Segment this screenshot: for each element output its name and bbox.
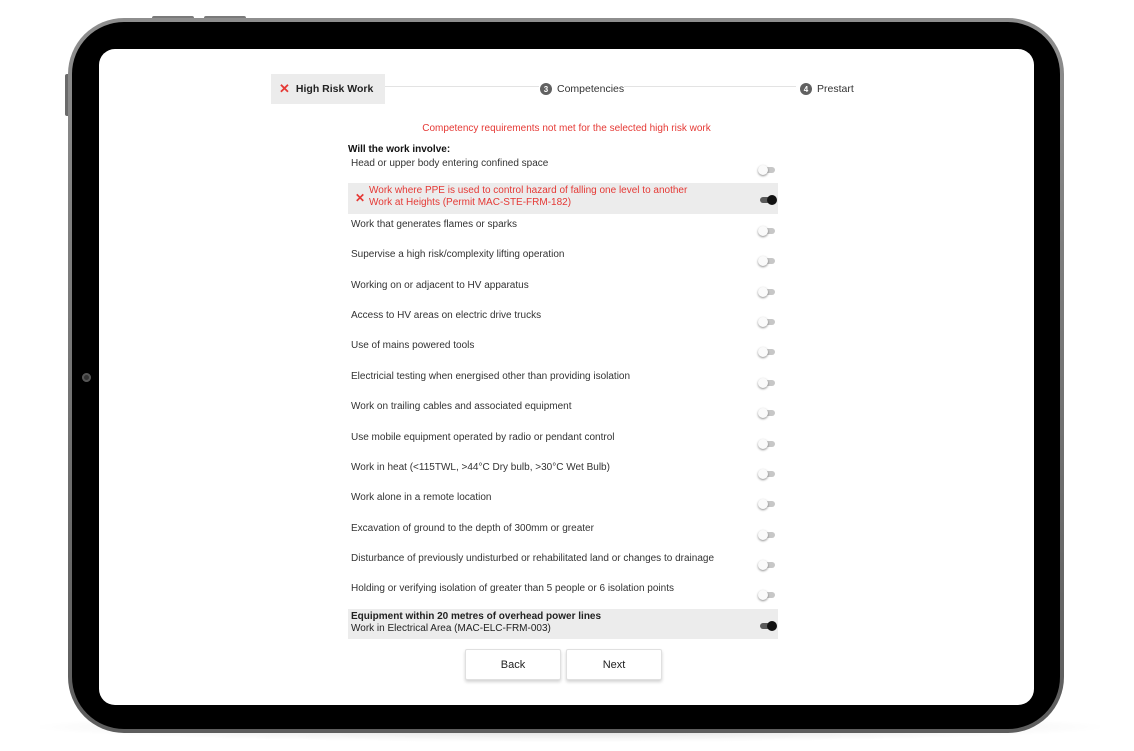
toggle-knob <box>758 287 768 297</box>
list-item <box>348 244 778 274</box>
stepper <box>99 49 1034 109</box>
toggle-switch[interactable] <box>758 318 775 326</box>
list-item-title: Work alone in a remote location <box>351 492 492 504</box>
toggle-knob <box>758 378 768 388</box>
list-item-label <box>351 219 517 230</box>
toggle-knob <box>758 165 768 175</box>
stepper-connector <box>371 86 539 87</box>
toggle-switch[interactable] <box>758 348 775 356</box>
list-item-subtitle: Work at Heights (Permit MAC-STE-FRM-182) <box>369 197 572 209</box>
list-item <box>348 305 778 335</box>
list-item-title: Equipment within 20 metres of overhead power lines <box>351 610 602 622</box>
list-item-label <box>351 492 491 503</box>
toggle-switch[interactable] <box>758 166 775 174</box>
toggle-knob <box>758 317 768 327</box>
list-item-title: Work in heat (<115TWL, >44°C Dry bulb, >30°C Wet Bulb) <box>351 461 610 473</box>
list-item <box>348 427 778 457</box>
list-item-title: Head or upper body entering confined space <box>351 158 549 169</box>
list-item-label <box>351 401 572 412</box>
toggle-switch[interactable] <box>758 470 775 478</box>
stepper-connector <box>624 86 796 87</box>
list-item-title: Use of mains powered tools <box>351 340 475 352</box>
step-number: 3 <box>540 83 552 95</box>
list-item-label <box>351 158 548 169</box>
list-item <box>348 275 778 305</box>
list-item <box>348 609 778 639</box>
list-item-title: Use mobile equipment operated by radio or pendant control <box>351 431 615 443</box>
list-item <box>348 578 778 608</box>
list-item-label <box>351 523 594 534</box>
toggle-switch[interactable] <box>758 227 775 235</box>
list-item-title: Work on trailing cables and associated equipment <box>351 401 572 413</box>
question-heading: Will the work involve: <box>348 144 451 155</box>
step-competencies[interactable] <box>540 74 624 104</box>
toggle-knob <box>767 195 777 205</box>
list-item <box>348 214 778 244</box>
toggle-switch[interactable] <box>758 561 775 569</box>
list-item-label <box>351 462 610 473</box>
list-item <box>348 457 778 487</box>
list-item-title: Electricial testing when energised other than providing isolation <box>351 370 631 382</box>
list-item-label <box>351 310 541 321</box>
list-item-subtitle: Work in Electrical Area (MAC-ELC-FRM-003) <box>351 622 551 634</box>
list-item-label <box>351 553 714 564</box>
form-actions <box>465 649 662 680</box>
toggle-knob <box>758 439 768 449</box>
toggle-knob <box>758 469 768 479</box>
toggle-switch[interactable] <box>758 196 775 204</box>
list-item <box>348 153 778 183</box>
error-message: Competency requirements not met for the selected high risk work <box>422 123 711 134</box>
toggle-knob <box>758 408 768 418</box>
list-item-label <box>369 185 687 208</box>
high-risk-work-list <box>348 153 778 639</box>
toggle-switch[interactable] <box>758 500 775 508</box>
close-icon: ✕ <box>279 81 290 96</box>
toggle-switch[interactable] <box>758 288 775 296</box>
toggle-knob <box>758 226 768 236</box>
toggle-knob <box>758 499 768 509</box>
step-number: 4 <box>800 83 812 95</box>
list-item-label <box>351 340 474 351</box>
list-item-title: Supervise a high risk/complexity lifting operation <box>351 249 565 261</box>
list-item <box>348 396 778 426</box>
list-item <box>348 548 778 578</box>
toggle-knob <box>758 590 768 600</box>
list-item-title: Work where PPE is used to control hazard of falling one level to another <box>369 185 688 197</box>
toggle-switch[interactable] <box>758 379 775 387</box>
back-button[interactable]: Back <box>465 649 561 680</box>
toggle-switch[interactable] <box>758 257 775 265</box>
toggle-knob <box>767 621 777 631</box>
toggle-switch[interactable] <box>758 440 775 448</box>
step-label: High Risk Work <box>295 83 374 95</box>
list-item-label <box>351 280 529 291</box>
next-button[interactable]: Next <box>566 649 662 680</box>
list-item-label <box>351 249 564 260</box>
list-item <box>348 518 778 548</box>
step-prestart[interactable] <box>800 74 854 104</box>
list-item <box>348 335 778 365</box>
list-item <box>348 366 778 396</box>
list-item-title: Working on or adjacent to HV apparatus <box>351 279 529 291</box>
list-item-title: Excavation of ground to the depth of 300mm or greater <box>351 522 594 534</box>
toggle-knob <box>758 347 768 357</box>
list-item-title: Holding or verifying isolation of greater than 5 people or 6 isolation points <box>351 583 674 595</box>
list-item <box>348 183 778 213</box>
list-item <box>348 487 778 517</box>
step-label: Prestart <box>817 83 854 95</box>
list-item-label <box>351 432 615 443</box>
toggle-switch[interactable] <box>758 409 775 417</box>
list-item-title: Work that generates flames or sparks <box>351 218 517 230</box>
toggle-switch[interactable] <box>758 622 775 630</box>
step-high-risk-work[interactable] <box>271 74 385 104</box>
toggle-knob <box>758 560 768 570</box>
toggle-knob <box>758 530 768 540</box>
toggle-knob <box>758 256 768 266</box>
toggle-switch[interactable] <box>758 531 775 539</box>
close-icon: ✕ <box>355 191 366 206</box>
list-item-title: Access to HV areas on electric drive trucks <box>351 309 542 321</box>
list-item-label <box>351 371 630 382</box>
step-label: Competencies <box>557 83 625 95</box>
toggle-switch[interactable] <box>758 591 775 599</box>
camera-icon <box>82 373 91 382</box>
list-item-title: Disturbance of previously undisturbed or rehabilitated land or changes to drainage <box>351 553 715 565</box>
app-screen <box>99 49 1034 705</box>
list-item-label <box>351 583 674 594</box>
list-item-label <box>351 611 601 634</box>
